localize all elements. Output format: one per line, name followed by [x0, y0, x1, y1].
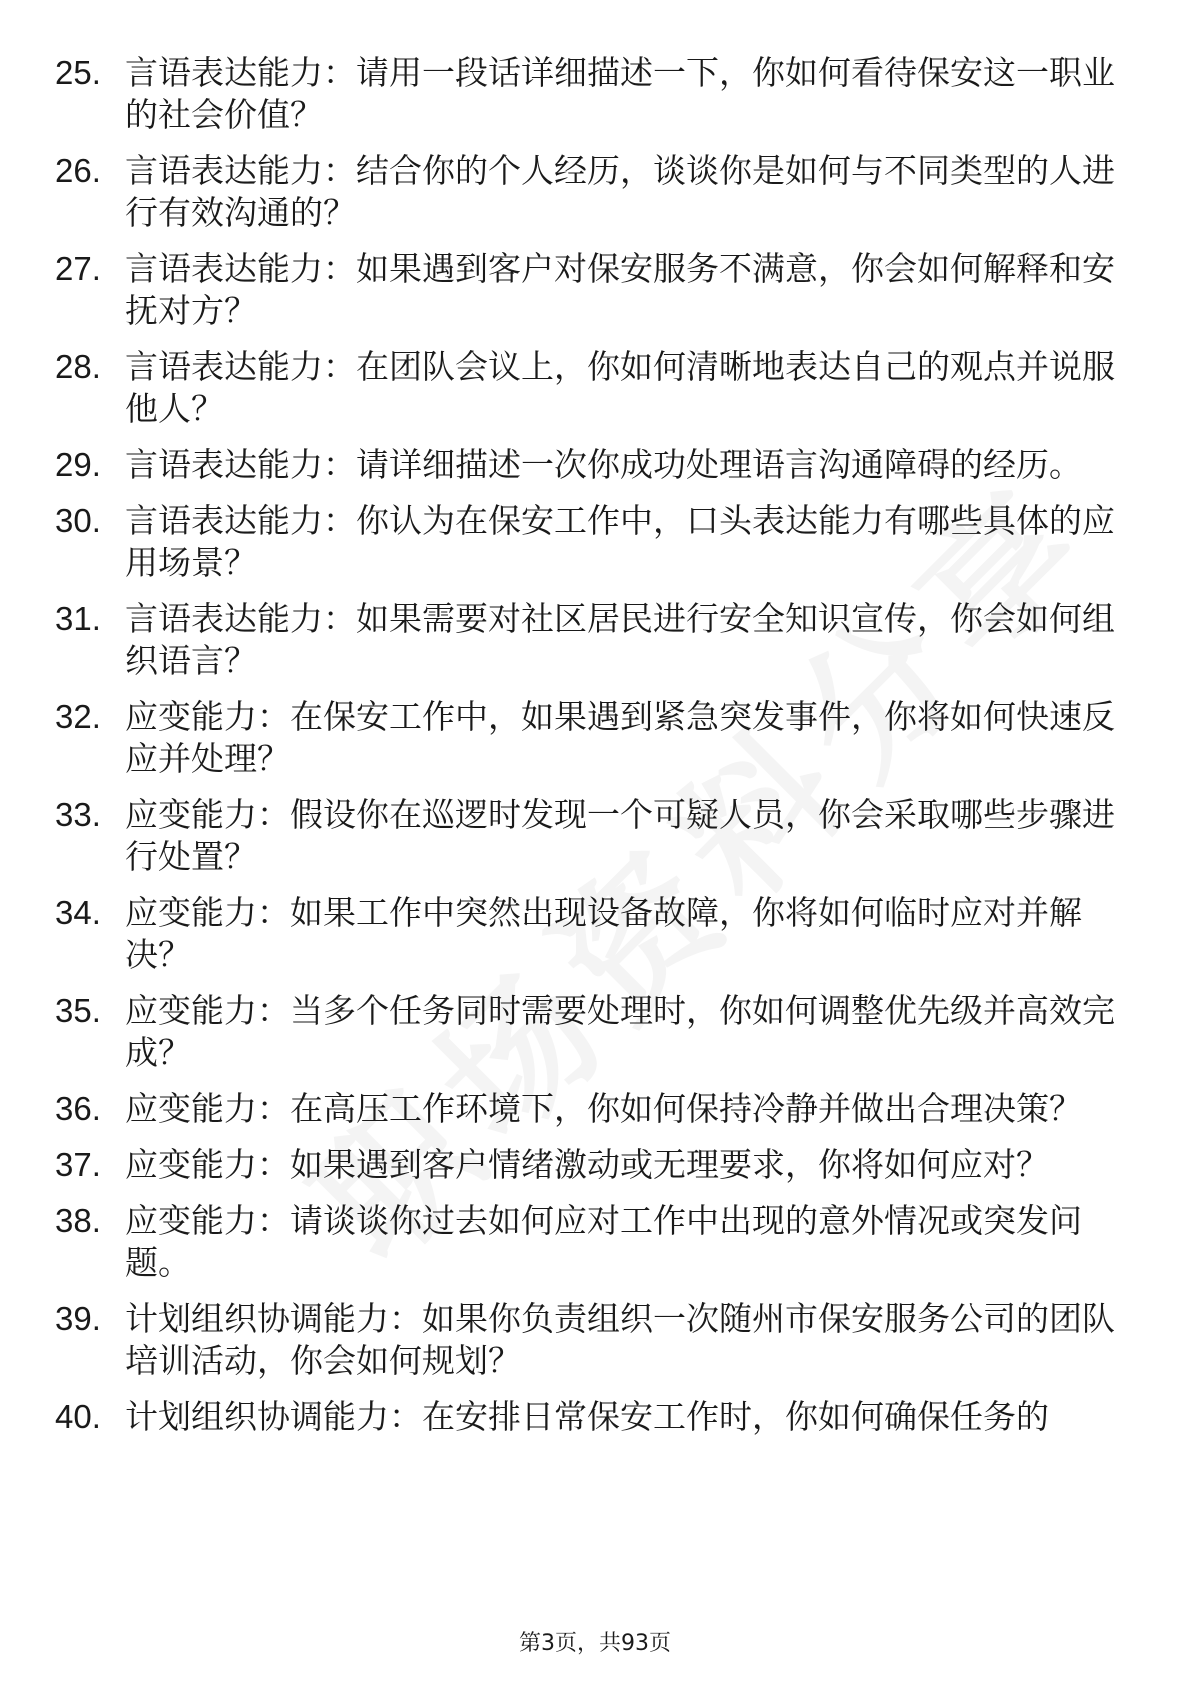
question-text: 言语表达能力：结合你的个人经历，谈谈你是如何与不同类型的人进行有效沟通的？ [125, 151, 1115, 232]
question-item [55, 598, 1115, 682]
question-item [55, 696, 1115, 780]
question-item [55, 892, 1115, 976]
question-number: 27. [55, 250, 101, 287]
question-item [55, 1200, 1115, 1284]
question-number: 32. [55, 698, 101, 735]
question-number: 30. [55, 502, 101, 539]
question-number: 33. [55, 796, 101, 833]
question-text: 计划组织协调能力：在安排日常保安工作时，你如何确保任务的 [125, 1397, 1049, 1436]
question-number: 39. [55, 1300, 101, 1337]
question-item [55, 150, 1115, 234]
question-number: 40. [55, 1398, 101, 1435]
page-footer: 第3页，共93页 [519, 1631, 671, 1656]
question-text: 言语表达能力：在团队会议上，你如何清晰地表达自己的观点并说服他人？ [125, 347, 1115, 428]
question-item [55, 1298, 1115, 1382]
question-item [55, 1396, 1115, 1438]
question-item [55, 444, 1115, 486]
question-number: 38. [55, 1202, 101, 1239]
question-number: 35. [55, 992, 101, 1029]
question-number: 29. [55, 446, 101, 483]
question-number: 25. [55, 54, 101, 91]
question-list [55, 52, 1115, 1452]
question-text: 应变能力：如果遇到客户情绪激动或无理要求，你将如何应对？ [125, 1145, 1049, 1184]
question-item [55, 248, 1115, 332]
question-item [55, 500, 1115, 584]
question-text: 应变能力：假设你在巡逻时发现一个可疑人员，你会采取哪些步骤进行处置？ [125, 795, 1115, 876]
question-item [55, 52, 1115, 136]
question-number: 28. [55, 348, 101, 385]
question-number: 34. [55, 894, 101, 931]
question-text: 言语表达能力：如果遇到客户对保安服务不满意，你会如何解释和安抚对方？ [125, 249, 1115, 330]
question-item [55, 1088, 1115, 1130]
question-item [55, 1144, 1115, 1186]
question-number: 37. [55, 1146, 101, 1183]
question-number: 31. [55, 600, 101, 637]
question-number: 26. [55, 152, 101, 189]
question-text: 言语表达能力：你认为在保安工作中，口头表达能力有哪些具体的应用场景？ [125, 501, 1115, 582]
question-text: 应变能力：如果工作中突然出现设备故障，你将如何临时应对并解决？ [125, 893, 1082, 974]
question-text: 应变能力：在保安工作中，如果遇到紧急突发事件，你将如何快速反应并处理？ [125, 697, 1115, 778]
question-item [55, 990, 1115, 1074]
question-text: 应变能力：当多个任务同时需要处理时，你如何调整优先级并高效完成？ [125, 991, 1115, 1072]
question-number: 36. [55, 1090, 101, 1127]
question-text: 计划组织协调能力：如果你负责组织一次随州市保安服务公司的团队培训活动，你会如何规划？ [125, 1299, 1115, 1380]
question-text: 言语表达能力：请用一段话详细描述一下，你如何看待保安这一职业的社会价值？ [125, 53, 1115, 134]
question-text: 言语表达能力：请详细描述一次你成功处理语言沟通障碍的经历。 [125, 445, 1082, 484]
question-text: 应变能力：在高压工作环境下，你如何保持冷静并做出合理决策？ [125, 1089, 1082, 1128]
question-item [55, 794, 1115, 878]
question-text: 应变能力：请谈谈你过去如何应对工作中出现的意外情况或突发问题。 [125, 1201, 1082, 1282]
question-text: 言语表达能力：如果需要对社区居民进行安全知识宣传，你会如何组织语言？ [125, 599, 1115, 680]
question-item [55, 346, 1115, 430]
